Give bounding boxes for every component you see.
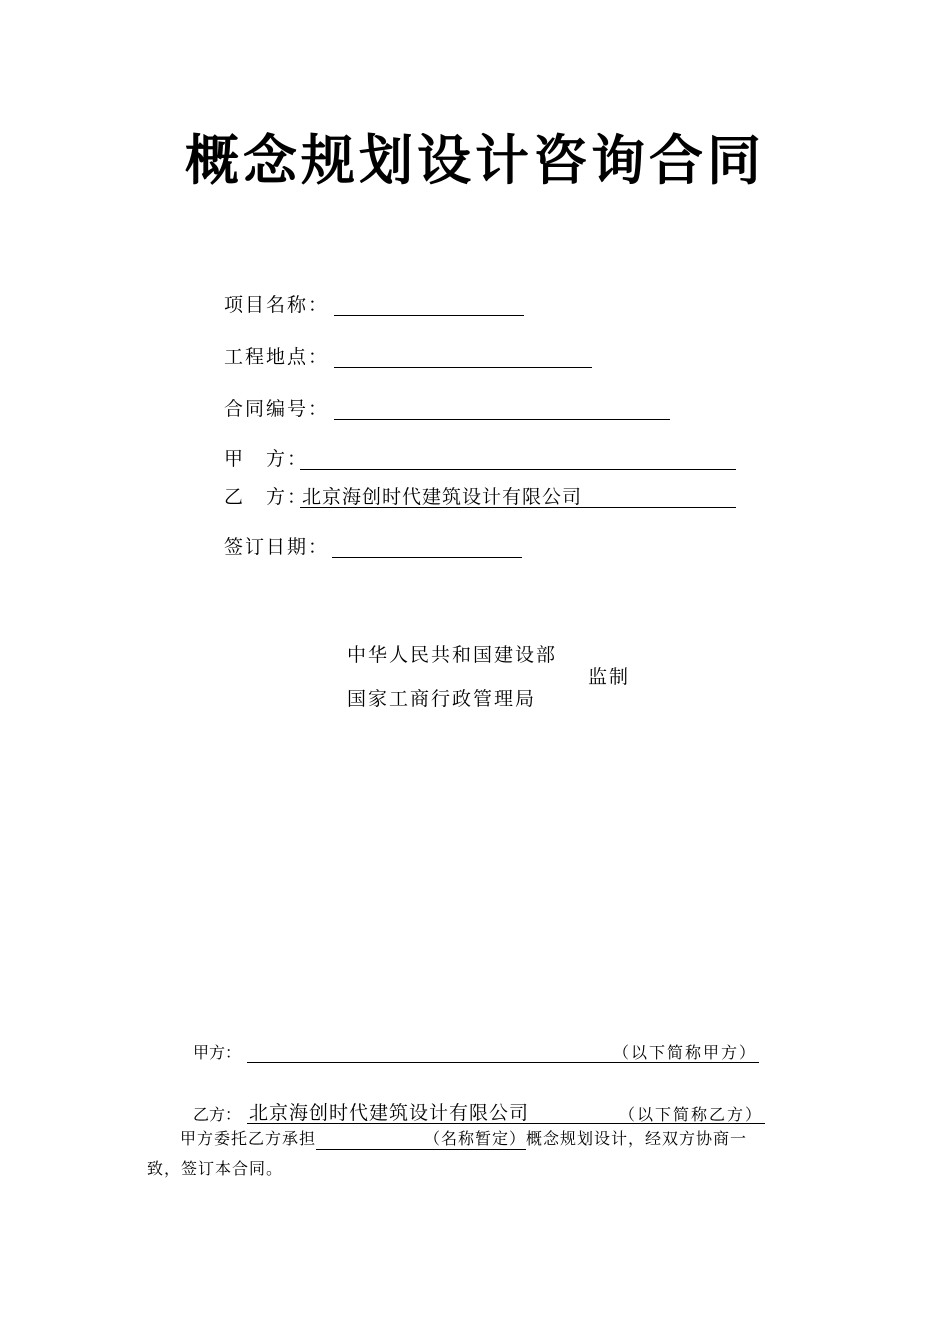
party-b-line[interactable] — [300, 482, 736, 508]
party-a-declaration — [193, 1040, 763, 1066]
party-b-decl-line[interactable] — [247, 1101, 765, 1124]
intro-project-blank[interactable] — [316, 1131, 424, 1150]
intro-prefix: 甲方委托乙方承担 — [180, 1129, 317, 1148]
party-a-decl-line[interactable] — [247, 1040, 759, 1063]
intro-suffix: 概念规划设计，经双方协商一 — [526, 1129, 748, 1148]
contract-number-field — [224, 394, 744, 424]
party-b-decl-label: 乙方： — [193, 1105, 242, 1124]
party-b-abbr: （以下简称乙方） — [619, 1105, 764, 1124]
party-b-value: 北京海创时代建筑设计有限公司 — [302, 486, 583, 508]
project-name-field — [224, 290, 744, 320]
party-b-field — [224, 482, 744, 512]
issuer-saic: 国家工商行政管理局 — [347, 688, 537, 710]
signing-date-field — [224, 532, 744, 562]
contract-number-label: 合同编号： — [224, 398, 330, 420]
party-a-decl-label: 甲方： — [193, 1043, 242, 1062]
party-b-decl-name: 北京海创时代建筑设计有限公司 — [249, 1102, 530, 1124]
intro-line-2: 致，签订本合同。 — [147, 1159, 284, 1178]
project-location-field — [224, 342, 744, 372]
contract-number-line[interactable] — [334, 394, 670, 420]
signing-date-line[interactable] — [332, 532, 522, 558]
issuer-ministry-of-construction: 中华人民共和国建设部 — [347, 644, 558, 666]
project-location-label: 工程地点： — [224, 346, 330, 368]
signing-date-label: 签订日期： — [224, 536, 330, 558]
project-name-line[interactable] — [334, 290, 524, 316]
project-location-line[interactable] — [334, 342, 592, 368]
document-title: 概念规划设计咨询合同 — [185, 129, 765, 192]
party-a-label: 甲 方： — [224, 448, 309, 470]
party-a-field — [224, 444, 744, 474]
party-b-label: 乙 方： — [224, 486, 309, 508]
issuer-supervision-label: 监制 — [588, 666, 631, 688]
intro-line-1 — [180, 1126, 747, 1150]
intro-name-note: （名称暂定） — [424, 1126, 526, 1150]
party-b-declaration — [193, 1101, 768, 1127]
party-a-line[interactable] — [300, 444, 736, 470]
party-a-abbr: （以下简称甲方） — [613, 1043, 758, 1062]
project-name-label: 项目名称： — [224, 294, 330, 316]
